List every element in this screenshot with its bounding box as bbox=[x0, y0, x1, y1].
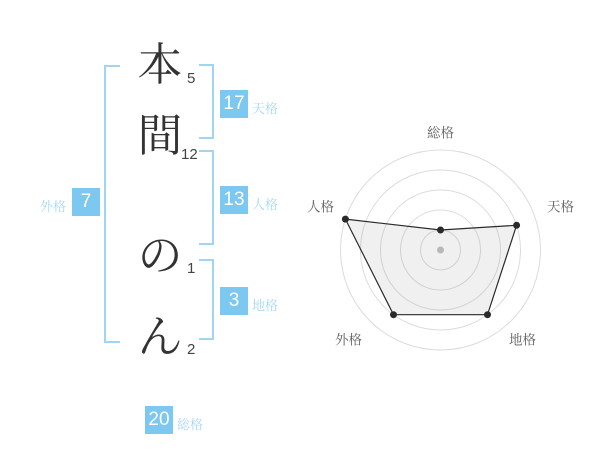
radar-axis-label-4: 人格 bbox=[307, 199, 334, 215]
name-char-4: ん bbox=[137, 311, 183, 362]
stroke-count-3: 1 bbox=[187, 260, 196, 277]
radar-vertex-4 bbox=[342, 216, 349, 223]
radar-vertex-0 bbox=[437, 227, 444, 234]
jinkaku-bracket bbox=[199, 150, 214, 245]
name-char-3: の bbox=[137, 230, 183, 281]
chikaku-bracket bbox=[199, 259, 214, 340]
radar-vertex-1 bbox=[513, 222, 520, 229]
radar-center-dot bbox=[437, 247, 444, 254]
radar-vertex-3 bbox=[390, 311, 397, 318]
gaikaku-bracket bbox=[104, 65, 120, 343]
soukaku-label: 総格 bbox=[177, 417, 204, 432]
stroke-count-1: 5 bbox=[187, 70, 196, 87]
tenkaku-value-badge: 17 bbox=[220, 90, 248, 118]
stroke-count-2: 12 bbox=[181, 146, 198, 163]
radar-axis-label-2: 地格 bbox=[509, 332, 536, 348]
stroke-count-4: 2 bbox=[187, 341, 196, 358]
soukaku-value-badge: 20 bbox=[145, 406, 173, 434]
chikaku-label: 地格 bbox=[252, 298, 279, 313]
chikaku-value-badge: 3 bbox=[220, 287, 248, 315]
tenkaku-bracket bbox=[199, 64, 214, 139]
radar-axis-label-3: 外格 bbox=[335, 332, 362, 348]
gaikaku-value-badge: 7 bbox=[72, 188, 100, 216]
tenkaku-label: 天格 bbox=[252, 101, 279, 116]
fortune-radar-chart bbox=[300, 113, 590, 363]
radar-vertex-2 bbox=[484, 311, 491, 318]
jinkaku-label: 人格 bbox=[252, 197, 279, 212]
radar-axis-label-1: 天格 bbox=[547, 199, 574, 215]
name-char-2: 間 bbox=[137, 110, 183, 161]
radar-axis-label-0: 総格 bbox=[427, 125, 454, 141]
radar-chart-svg bbox=[300, 113, 590, 363]
jinkaku-value-badge: 13 bbox=[220, 186, 248, 214]
gaikaku-label: 外格 bbox=[39, 199, 66, 214]
name-char-1: 本 bbox=[137, 39, 183, 90]
radar-data-polygon bbox=[345, 219, 516, 315]
